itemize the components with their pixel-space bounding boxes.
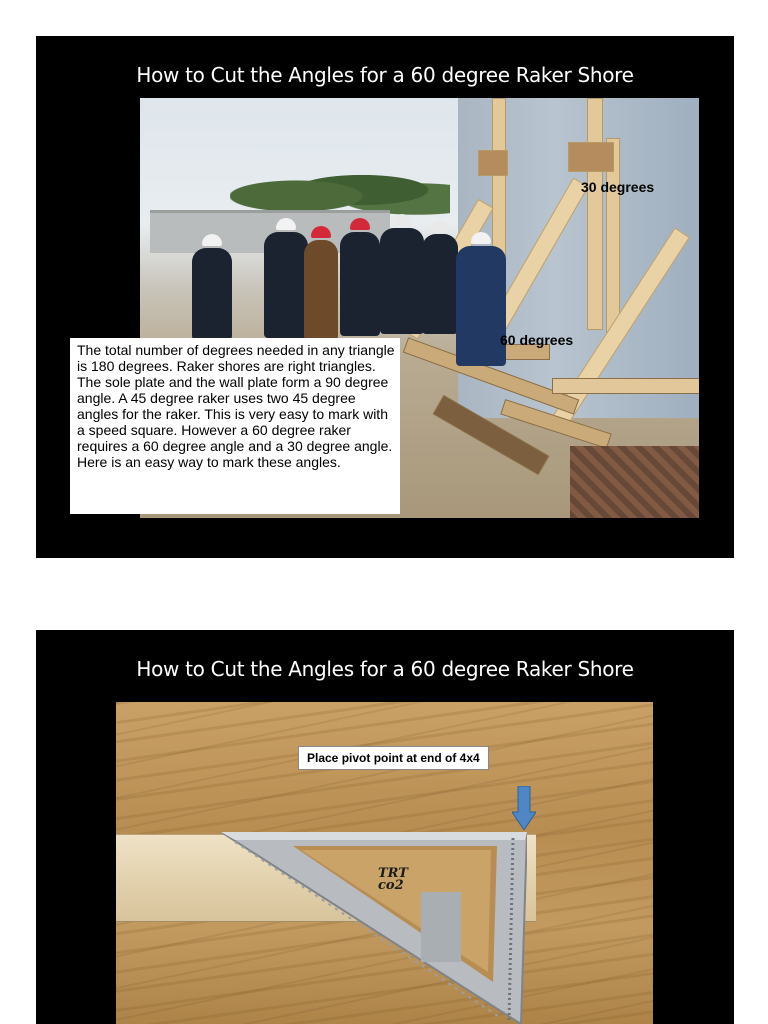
down-arrow-icon <box>512 786 536 830</box>
cleat-block <box>568 142 614 172</box>
thirty-degrees-label: 30 degrees <box>581 179 655 195</box>
firefighter <box>422 234 458 334</box>
wall-plate <box>587 98 603 330</box>
speed-square <box>221 832 527 1024</box>
firefighter <box>264 232 308 338</box>
pivot-point-callout: Place pivot point at end of 4x4 <box>298 746 489 770</box>
handwriting-line1: TRT <box>378 866 408 881</box>
slide-1 <box>36 36 734 558</box>
explanation-textbox: The total number of degrees needed in any triangle is 180 degrees. Raker shores are right triangles. The sole plate and the wall plate form a 90 degree angle. A 45 degree raker uses two 45 degree angles for the raker. This is very easy to mark with a speed square. However a 60 degree raker requires a 60 degree angle and a 30 degree angle. Here is an easy way to mark these angles. <box>70 338 400 514</box>
sixty-degrees-label: 60 degrees <box>500 332 574 348</box>
firefighter <box>340 232 380 336</box>
rubble-pile <box>570 446 699 518</box>
firefighter <box>380 228 424 334</box>
firefighter <box>456 246 506 366</box>
handwriting-line2: co2 <box>378 878 404 893</box>
cleat-block <box>478 150 508 176</box>
speed-square-photo <box>116 702 653 1024</box>
firefighter <box>192 248 232 340</box>
slide-2 <box>36 630 734 1024</box>
slide-title: How to Cut the Angles for a 60 degree Raker Shore <box>136 63 634 87</box>
firefighter <box>304 240 338 340</box>
sole-plate <box>552 378 699 394</box>
slide-title: How to Cut the Angles for a 60 degree Raker Shore <box>136 657 634 681</box>
